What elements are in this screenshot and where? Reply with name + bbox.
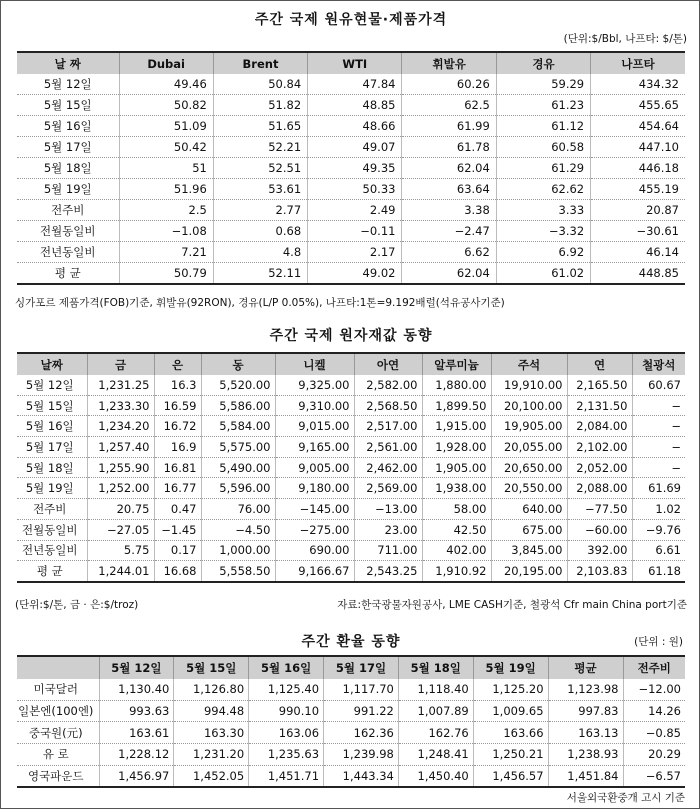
table-cell: 20,650.00 [491,457,567,478]
table-cell: 52.51 [213,158,307,179]
table-row [17,499,685,520]
fx-header-row [17,656,685,679]
table-cell: 53.61 [213,179,307,200]
table-cell: 49.46 [119,74,213,95]
table-cell: 61.02 [496,263,590,285]
column-header: 철광석 [632,353,685,375]
table-cell: 1,231.25 [87,375,154,395]
table-cell: 5,520.00 [201,375,275,395]
oil-note: 싱가포르 제품가격(FOB)기준, 휘발유(92RON), 경유(L/P 0.05%), 나프타:1톤=9.192배럴(석유공사기준) [15,297,505,309]
oil-body [17,74,685,284]
table-cell: 16.59 [154,395,201,416]
table-row [17,395,685,416]
table-cell: 48.66 [308,116,402,137]
table-cell: 2,517.00 [354,416,422,437]
column-header: 은 [154,353,201,375]
row-label: 유 로 [17,744,99,766]
table-cell: 16.81 [154,457,201,478]
table-cell: 1,239.98 [324,744,399,766]
table-row [17,519,685,540]
table-cell: 63.64 [402,179,496,200]
table-cell: 991.22 [324,700,399,722]
table-cell: 0.17 [154,540,201,561]
table-cell: 2,052.00 [567,457,632,478]
column-header: 경유 [496,52,590,74]
table-cell: 1,234.20 [87,416,154,437]
table-cell: 60.26 [402,74,496,95]
row-label: 일본엔(100엔) [17,700,99,722]
table-cell: 20,195.00 [491,561,567,582]
table-cell: −0.11 [308,221,402,242]
table-cell: 46.14 [591,242,685,263]
table-cell: 0.68 [213,221,307,242]
table-cell: 5.75 [87,540,154,561]
table-cell: 20.75 [87,499,154,520]
table-cell: 76.00 [201,499,275,520]
table-cell: 2.5 [119,200,213,221]
table-cell: 1,910.92 [422,561,491,582]
table-row [17,540,685,561]
table-cell: 3.33 [496,200,590,221]
row-label: 5월 18일 [17,457,87,478]
table-cell: 16.3 [154,375,201,395]
table-cell: 2,165.50 [567,375,632,395]
table-cell: 163.61 [99,722,174,744]
table-row [17,179,685,200]
column-header: 알루미늄 [422,353,491,375]
column-header: 금 [87,353,154,375]
table-cell: −27.05 [87,519,154,540]
metal-header-row [17,353,685,375]
table-cell: 4.8 [213,242,307,263]
column-header: 나프타 [591,52,685,74]
row-label: 5월 15일 [17,395,87,416]
table-cell: 163.30 [174,722,249,744]
table-cell: 2,561.00 [354,437,422,458]
row-label: 전년동일비 [17,242,119,263]
metal-price-table [17,352,685,583]
table-cell: 2,568.50 [354,395,422,416]
column-header: 5월 17일 [324,656,399,679]
column-header: 5월 19일 [473,656,548,679]
table-cell: 62.04 [402,158,496,179]
column-header: 니켈 [275,353,354,375]
table-cell: 447.10 [591,137,685,158]
table-cell: 1,255.90 [87,457,154,478]
row-label: 5월 16일 [17,416,87,437]
table-cell: 51.96 [119,179,213,200]
table-cell: 47.84 [308,74,402,95]
fx-rate-table [17,655,685,788]
table-cell: 1,233.30 [87,395,154,416]
table-cell: 1,915.00 [422,416,491,437]
table-cell: 2.77 [213,200,307,221]
table-cell: 2,543.25 [354,561,422,582]
table-cell: 162.36 [324,722,399,744]
table-cell: 50.79 [119,263,213,285]
oil-price-table [17,51,685,285]
table-cell: 1,456.57 [473,765,548,787]
row-label: 5월 17일 [17,437,87,458]
table-cell: 1,123.98 [548,679,623,700]
table-cell: 1,451.84 [548,765,623,787]
row-label: 평 균 [54,266,81,280]
table-row [17,437,685,458]
table-row [17,561,685,582]
table-cell: 163.13 [548,722,623,744]
table-cell: 1,938.00 [422,478,491,499]
table-cell: 62.04 [402,263,496,285]
column-header: 전주비 [623,656,685,679]
column-header: 5월 16일 [249,656,324,679]
table-cell: −4.50 [201,519,275,540]
table-cell: 434.32 [591,74,685,95]
table-cell: 20.29 [623,744,685,766]
column-header: 아연 [354,353,422,375]
table-cell: 20,550.00 [491,478,567,499]
table-cell: 9,325.00 [275,375,354,395]
table-cell: 454.64 [591,116,685,137]
table-cell: 162.76 [398,722,473,744]
table-cell: 163.66 [473,722,548,744]
table-cell: −6.57 [623,765,685,787]
table-row [17,200,685,221]
table-cell: 23.00 [354,519,422,540]
table-cell: 2,131.50 [567,395,632,416]
table-row [17,679,685,700]
table-cell: 2,569.00 [354,478,422,499]
table-cell: 1,905.00 [422,457,491,478]
column-header: 평균 [548,656,623,679]
table-cell: −77.50 [567,499,632,520]
table-cell: 994.48 [174,700,249,722]
table-cell: 455.65 [591,95,685,116]
table-cell: − [632,457,685,478]
fx-source: 서울외국환중개 고시 기준 [566,792,685,804]
column-header: 주석 [491,353,567,375]
table-cell: 1,130.40 [99,679,174,700]
table-cell: 990.10 [249,700,324,722]
column-header: WTI [308,52,402,74]
table-cell: 61.99 [402,116,496,137]
table-cell: 6.92 [496,242,590,263]
column-header [17,656,99,679]
column-header: 5월 15일 [174,656,249,679]
table-cell: 19,910.00 [491,375,567,395]
table-cell: 50.84 [213,74,307,95]
table-row [17,116,685,137]
table-cell: 1,000.00 [201,540,275,561]
table-cell: 5,558.50 [201,561,275,582]
table-cell: 1,252.00 [87,478,154,499]
metal-body [17,375,685,582]
table-cell: 1,450.40 [398,765,473,787]
table-cell: −0.85 [623,722,685,744]
table-cell: 1,443.34 [324,765,399,787]
table-cell: 42.50 [422,519,491,540]
row-label: 5월 16일 [17,116,119,137]
table-row [17,765,685,787]
table-cell: 1,231.20 [174,744,249,766]
oil-unit: (단위:$/Bbl, 나프타: $/톤) [563,33,687,45]
table-cell: −1.45 [154,519,201,540]
table-cell: 48.85 [308,95,402,116]
table-cell: 1,899.50 [422,395,491,416]
table-cell: 9,005.00 [275,457,354,478]
table-cell: 60.58 [496,137,590,158]
table-cell: 675.00 [491,519,567,540]
table-cell: 9,310.00 [275,395,354,416]
table-cell: 3,845.00 [491,540,567,561]
table-row [17,457,685,478]
table-row [17,263,685,285]
table-cell: 61.29 [496,158,590,179]
table-cell: 5,490.00 [201,457,275,478]
row-label: 5월 19일 [17,179,119,200]
metal-source: 자료:한국광물자원공사, LME CASH기준, 철광석 Cfr main China port기준 [337,599,687,611]
table-cell: 2,102.00 [567,437,632,458]
metal-unit: (단위:$/톤, 금 · 은:$/troz) [15,599,139,611]
row-label: 전주비 [17,200,119,221]
table-cell: 711.00 [354,540,422,561]
column-header: Dubai [119,52,213,74]
column-header: 5월 12일 [99,656,174,679]
table-cell: 1,451.71 [249,765,324,787]
table-cell: 1,009.65 [473,700,548,722]
table-cell: 1,248.41 [398,744,473,766]
table-cell: 9,165.00 [275,437,354,458]
oil-title: 주간 국제 원유현물·제품가격 [254,12,448,28]
table-cell: 0.47 [154,499,201,520]
table-cell: 49.07 [308,137,402,158]
table-cell: 16.77 [154,478,201,499]
table-cell: − [632,437,685,458]
row-label: 전월동일비 [17,519,87,540]
table-cell: 61.69 [632,478,685,499]
row-label: 영국파운드 [27,769,84,784]
table-cell: 16.68 [154,561,201,582]
table-row [17,137,685,158]
table-cell: 690.00 [275,540,354,561]
table-cell: 997.83 [548,700,623,722]
table-cell: 1,928.00 [422,437,491,458]
table-cell: 49.35 [308,158,402,179]
table-cell: −3.32 [496,221,590,242]
row-label: 5월 17일 [17,137,119,158]
table-cell: 2.17 [308,242,402,263]
row-label: 5월 15일 [17,95,119,116]
table-cell: 2,462.00 [354,457,422,478]
table-row [17,158,685,179]
fx-body [17,679,685,787]
table-cell: 58.00 [422,499,491,520]
table-cell: 9,015.00 [275,416,354,437]
table-cell: −2.47 [402,221,496,242]
table-row [17,744,685,766]
table-cell: 1,235.63 [249,744,324,766]
metal-title: 주간 국제 원자재값 동향 [269,328,433,344]
table-cell: 1,228.12 [99,744,174,766]
table-cell: − [632,395,685,416]
table-cell: 51.82 [213,95,307,116]
table-cell: 7.21 [119,242,213,263]
column-header: 5월 18일 [398,656,473,679]
table-row [17,375,685,395]
table-cell: 60.67 [632,375,685,395]
table-cell: 51.09 [119,116,213,137]
table-cell: 2,088.00 [567,478,632,499]
table-cell: 1,452.05 [174,765,249,787]
table-cell: 5,596.00 [201,478,275,499]
table-cell: 2,103.83 [567,561,632,582]
column-header: 날짜 [17,353,87,375]
table-cell: 392.00 [567,540,632,561]
row-label: 중국원(元) [17,722,99,744]
table-cell: 61.18 [632,561,685,582]
table-cell: 20,055.00 [491,437,567,458]
table-row [17,74,685,95]
row-label: 5월 12일 [17,375,87,395]
table-cell: 446.18 [591,158,685,179]
table-cell: 5,586.00 [201,395,275,416]
table-cell: 16.9 [154,437,201,458]
column-header: 동 [201,353,275,375]
table-cell: 1,456.97 [99,765,174,787]
table-cell: 1,250.21 [473,744,548,766]
table-cell: 1,007.89 [398,700,473,722]
table-cell: 50.42 [119,137,213,158]
row-label: 평 균 [36,564,63,579]
table-row [17,722,685,744]
table-cell: 1,125.20 [473,679,548,700]
table-cell: 1,244.01 [87,561,154,582]
table-cell: 51.65 [213,116,307,137]
table-cell: 19,905.00 [491,416,567,437]
table-cell: 9,180.00 [275,478,354,499]
table-row [17,416,685,437]
table-cell: 2,084.00 [567,416,632,437]
table-cell: 61.12 [496,116,590,137]
row-label: 5월 18일 [17,158,119,179]
table-row [17,221,685,242]
column-header: 휘발유 [402,52,496,74]
table-cell: 1,117.70 [324,679,399,700]
table-cell: 1.02 [632,499,685,520]
fx-title: 주간 환율 동향 [301,634,401,650]
table-cell: 5,584.00 [201,416,275,437]
table-cell: 20,100.00 [491,395,567,416]
table-cell: −275.00 [275,519,354,540]
table-cell: 3.38 [402,200,496,221]
table-row [17,478,685,499]
fx-unit: (단위 : 원) [634,636,683,648]
table-cell: 6.61 [632,540,685,561]
table-cell: −12.00 [623,679,685,700]
row-label: 5월 19일 [17,478,87,499]
table-cell: 993.63 [99,700,174,722]
column-header: 연 [567,353,632,375]
table-cell: −1.08 [119,221,213,242]
table-cell: 1,125.40 [249,679,324,700]
table-cell: − [632,416,685,437]
table-row [17,242,685,263]
table-cell: −13.00 [354,499,422,520]
table-cell: 62.5 [402,95,496,116]
table-cell: 448.85 [591,263,685,285]
table-row [17,95,685,116]
table-cell: 62.62 [496,179,590,200]
column-header: 날 짜 [17,52,119,74]
oil-header-row [17,52,685,74]
table-cell: 14.26 [623,700,685,722]
table-cell: 61.23 [496,95,590,116]
table-cell: 1,238.93 [548,744,623,766]
table-cell: 20.87 [591,200,685,221]
table-cell: 49.02 [308,263,402,285]
table-cell: 50.82 [119,95,213,116]
table-cell: 51 [119,158,213,179]
table-cell: 50.33 [308,179,402,200]
row-label: 5월 12일 [17,74,119,95]
table-cell: 9,166.67 [275,561,354,582]
row-label: 미국달러 [17,679,99,700]
row-label: 전년동일비 [17,540,87,561]
table-cell: 52.11 [213,263,307,285]
table-cell: 5,575.00 [201,437,275,458]
table-cell: 2.49 [308,200,402,221]
table-cell: 640.00 [491,499,567,520]
table-cell: 455.19 [591,179,685,200]
row-label: 전월동일비 [17,221,119,242]
column-header: Brent [213,52,307,74]
table-cell: 402.00 [422,540,491,561]
table-row [17,700,685,722]
table-cell: 1,257.40 [87,437,154,458]
table-cell: 1,126.80 [174,679,249,700]
table-cell: 1,880.00 [422,375,491,395]
table-cell: 16.72 [154,416,201,437]
table-cell: 52.21 [213,137,307,158]
table-cell: −30.61 [591,221,685,242]
row-label: 전주비 [17,499,87,520]
table-cell: 163.06 [249,722,324,744]
table-cell: −60.00 [567,519,632,540]
table-cell: −145.00 [275,499,354,520]
table-cell: 2,582.00 [354,375,422,395]
table-cell: 59.29 [496,74,590,95]
table-cell: 6.62 [402,242,496,263]
table-cell: −9.76 [632,519,685,540]
table-cell: 61.78 [402,137,496,158]
table-cell: 1,118.40 [398,679,473,700]
